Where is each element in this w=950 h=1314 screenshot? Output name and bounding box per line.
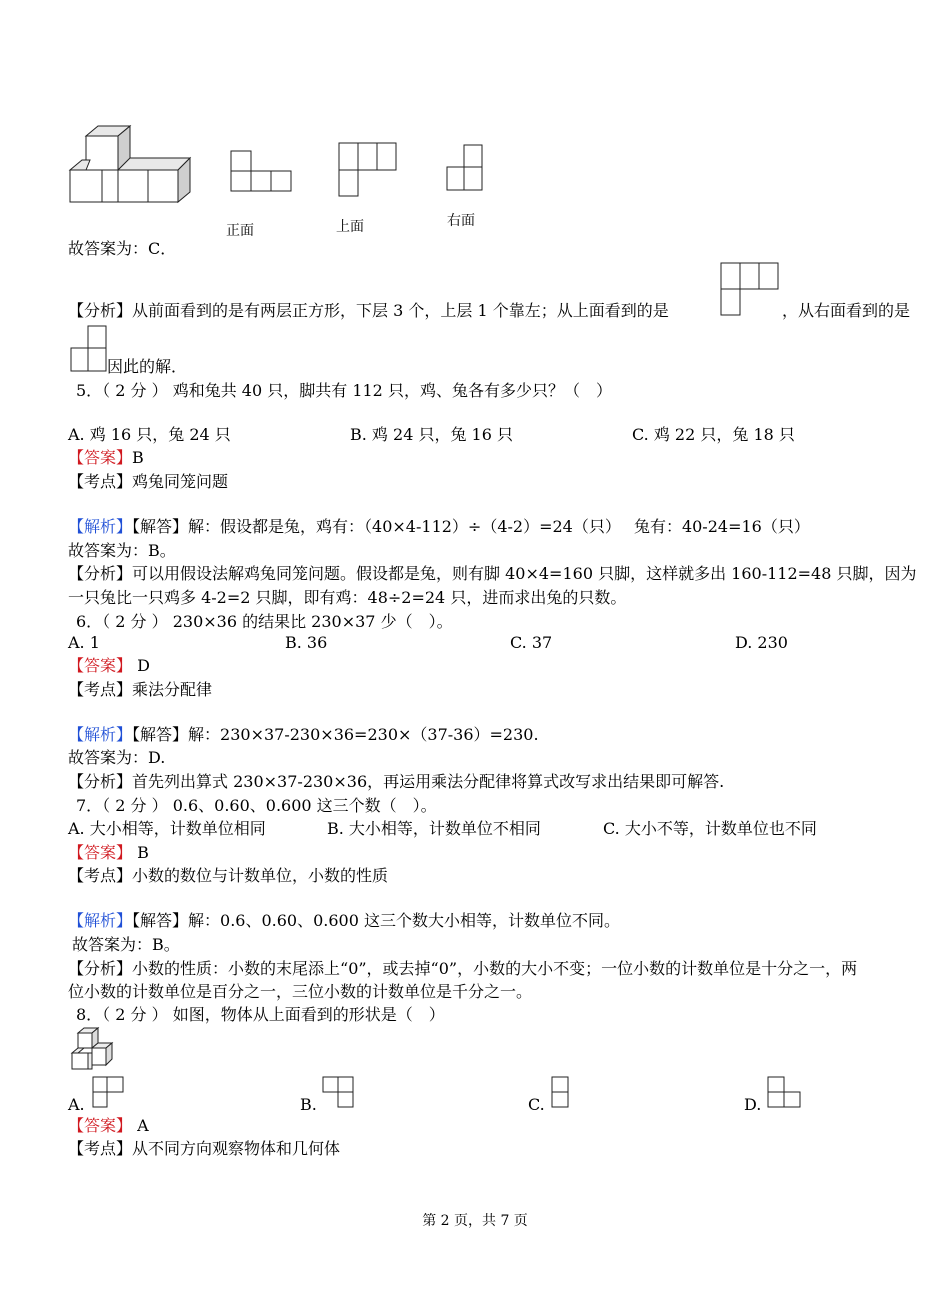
- q7-answer: [68, 842, 149, 864]
- jiexi-tag: 【解析】: [68, 725, 133, 744]
- q5-topic-text: 鸡兔同笼问题: [132, 472, 229, 491]
- q5-analysis-text1: 可以用假设法解鸡兔同笼问题。假设都是兔，则有脚 40×4=160 只脚，这样就多出 160-112=48 只脚，因为: [132, 564, 917, 583]
- analysis-tag: 【分析】: [68, 772, 133, 791]
- q7-option-b: B. 大小相等，计数单位不相同: [327, 819, 541, 838]
- q4-analysis-part1: 从前面看到的是有两层正方形，下层 3 个，上层 1 个靠左；从上面看到的是: [132, 301, 669, 320]
- topic-tag: 【考点】: [68, 1139, 133, 1158]
- q7-conclusion: 故答案为：B。: [72, 935, 180, 954]
- q6-solution: [68, 724, 539, 746]
- q8-option-d: D.: [744, 1095, 762, 1114]
- q7-answer-value: B: [137, 843, 149, 862]
- q7-solution-text: 解：0.6、0.60、0.600 这三个数大小相等，计数单位不同。: [188, 911, 620, 930]
- q6-analysis-text: 首先列出算式 230×37-230×36，再运用乘法分配律将算式改写求出结果即可解答.: [132, 772, 725, 791]
- q7-solution: [68, 910, 620, 932]
- q8-topic-text: 从不同方向观察物体和几何体: [132, 1139, 341, 1158]
- q6-solution-text: 解：230×37-230×36=230×（37-36）=230.: [188, 725, 539, 744]
- q6-topic-text: 乘法分配律: [132, 680, 213, 699]
- q8-answer: [68, 1115, 149, 1137]
- jieda-tag: 【解答】: [132, 911, 189, 930]
- q5-solution-text: 解：假设都是兔，鸡有：（40×4-112）÷（4-2）=24（只） 兔有：40-24=16（只）: [188, 517, 810, 536]
- q4-analysis-line1: [68, 300, 669, 322]
- q7-topic-text: 小数的数位与计数单位，小数的性质: [132, 866, 389, 885]
- q7-option-c: C. 大小不等，计数单位也不同: [603, 819, 817, 838]
- answer-tag: 【答案】: [68, 843, 133, 862]
- analysis-tag: 【分析】: [68, 564, 133, 583]
- q5-option-a: A. 鸡 16 只，兔 24 只: [68, 425, 231, 444]
- q8-topic: [68, 1138, 340, 1160]
- top-view-caption: 上面: [336, 219, 364, 235]
- q5-solution: [68, 516, 810, 538]
- front-view-caption: 正面: [226, 223, 254, 239]
- q6-option-a: A. 1: [68, 633, 100, 652]
- q4-conclusion: 故答案为：C．: [68, 239, 177, 258]
- q7-analysis-text1: 小数的性质：小数的末尾添上“0”，或去掉“0”，小数的大小不变；一位小数的计数单位是十分之一，两: [132, 959, 858, 978]
- q8-question: 8．（ 2 分 ） 如图，物体从上面看到的形状是（ ）: [76, 1005, 445, 1024]
- q7-topic: [68, 865, 388, 887]
- right-view-caption: 右面: [447, 213, 475, 229]
- q6-answer: [68, 655, 150, 677]
- page-footer: 第 2 页，共 7 页: [422, 1213, 528, 1229]
- jiexi-tag: 【解析】: [68, 517, 133, 536]
- q5-conclusion: 故答案为：B。: [68, 541, 176, 560]
- q8-option-a: A.: [68, 1095, 85, 1114]
- q8-option-c-figure: [551, 1076, 571, 1110]
- q5-analysis-line1: [68, 563, 917, 585]
- q7-option-a: A. 大小相等，计数单位相同: [68, 819, 266, 838]
- q8-cube-figure: [70, 1027, 120, 1073]
- q5-answer-value: B: [132, 448, 144, 467]
- q7-question: 7．（ 2 分 ） 0.6、0.60、0.600 这三个数（ ）。: [76, 796, 437, 815]
- q5-question: 5．（ 2 分 ） 鸡和兔共 40 只，脚共有 112 只，鸡、兔各有多少只？（ ）: [76, 381, 612, 400]
- q4-analysis-part3: 因此的解．: [107, 357, 188, 376]
- right-view-figure: [446, 144, 486, 194]
- q6-option-c: C. 37: [510, 633, 553, 652]
- q6-analysis: [68, 771, 724, 793]
- q8-option-c: C.: [528, 1095, 545, 1114]
- q5-option-c: C. 鸡 22 只，兔 18 只: [632, 425, 795, 444]
- q5-option-b: B. 鸡 24 只，兔 16 只: [350, 425, 513, 444]
- answer-tag: 【答案】: [68, 1116, 133, 1135]
- q7-analysis-line2: 位小数的计数单位是百分之一，三位小数的计数单位是千分之一。: [68, 982, 533, 1001]
- q6-topic: [68, 679, 212, 701]
- q6-question: 6．（ 2 分 ） 230×36 的结果比 230×37 少（ ）。: [76, 612, 453, 631]
- topic-tag: 【考点】: [68, 680, 133, 699]
- q5-topic: [68, 471, 228, 493]
- q6-answer-value: D: [137, 656, 150, 675]
- analysis-tag: 【分析】: [68, 959, 133, 978]
- q8-option-a-figure: [92, 1076, 126, 1110]
- q5-answer: [68, 447, 144, 469]
- front-view-figure: [230, 150, 294, 194]
- cube-model-figure: [68, 124, 194, 204]
- q8-answer-value: A: [137, 1116, 149, 1135]
- q5-analysis-line2: 一只兔比一只鸡多 4-2=2 只脚，即有鸡：48÷2=24 只，进而求出兔的只数。: [68, 588, 627, 607]
- q8-option-b-figure: [322, 1076, 356, 1110]
- inline-right-view-figure: [70, 325, 108, 373]
- jieda-tag: 【解答】: [132, 517, 189, 536]
- jieda-tag: 【解答】: [132, 725, 189, 744]
- inline-top-view-figure: [720, 262, 782, 318]
- q7-analysis-line1: [68, 958, 857, 980]
- q6-option-b: B. 36: [285, 633, 328, 652]
- q8-option-b: B.: [300, 1095, 317, 1114]
- topic-tag: 【考点】: [68, 472, 133, 491]
- top-view-figure: [338, 142, 400, 198]
- topic-tag: 【考点】: [68, 866, 133, 885]
- analysis-tag: 【分析】: [68, 301, 133, 320]
- q6-option-d: D. 230: [735, 633, 788, 652]
- q4-analysis-part2: ，从右面看到的是: [782, 301, 911, 320]
- q6-conclusion: 故答案为：D.: [68, 748, 166, 767]
- q8-option-d-figure: [767, 1076, 803, 1110]
- jiexi-tag: 【解析】: [68, 911, 133, 930]
- answer-tag: 【答案】: [68, 448, 133, 467]
- answer-tag: 【答案】: [68, 656, 133, 675]
